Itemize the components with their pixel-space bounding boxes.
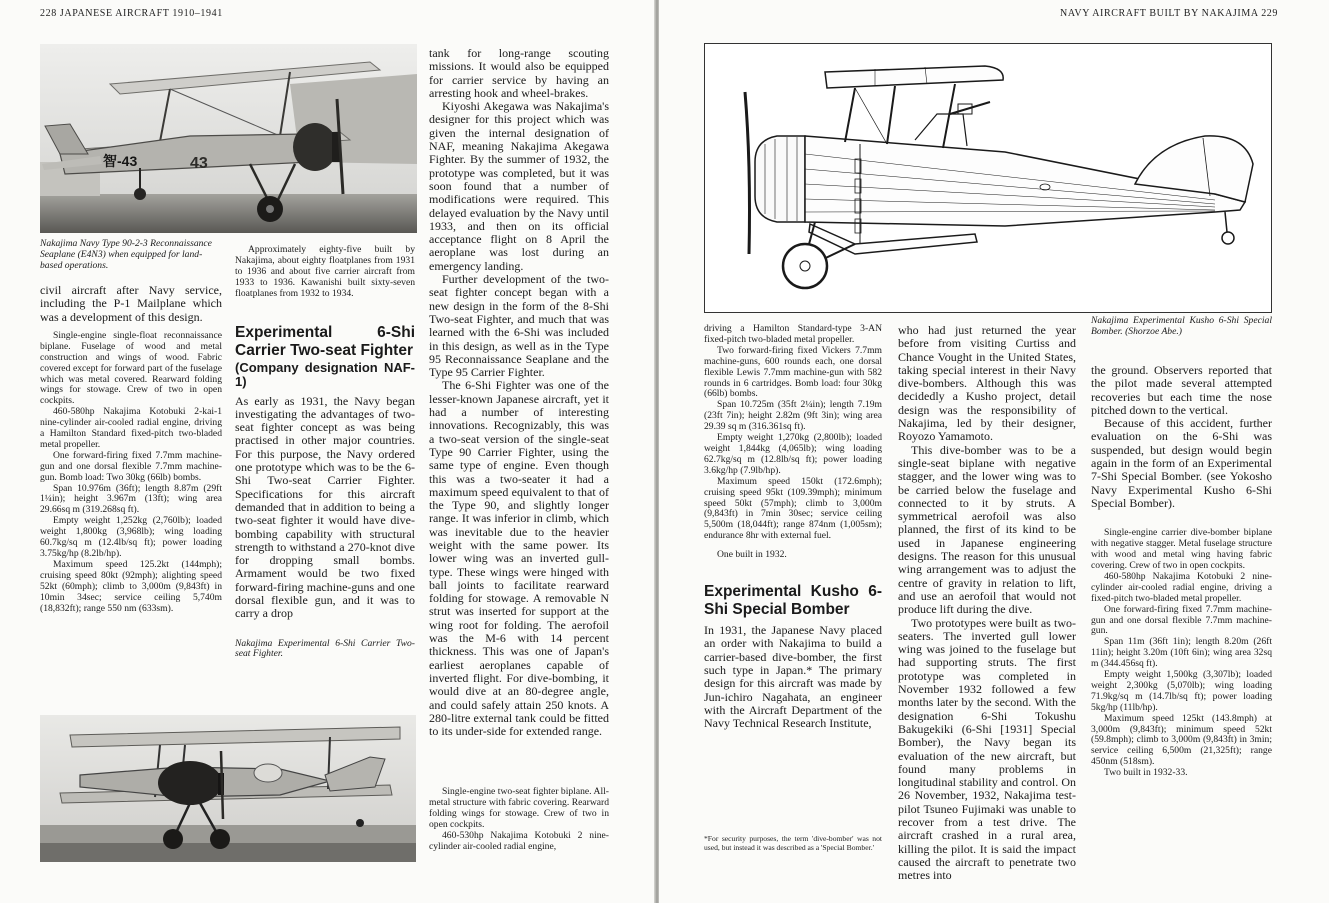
fuselage-marking: 智-43 <box>103 153 138 169</box>
right-column-3 <box>1091 364 1272 779</box>
body-paragraph: Two prototypes were built as two-seaters. The inverted gull lower wing was joined to the fuselage but had supporting struts. The first prototype was completed in November 1932 followed a few months later by the second. With the designation 6-Shi Tokushu Bakugekiki (6-Shi [1931] Special Bomber), the Navy began its evaluation of the new aircraft, but found many problems in longitudinal stability and control. On 26 November, 1932, Nakajima test-pilot Tsuneo Fujimaki was unable to recover from a test drive. The aircraft crashed in a rural area, killing the pilot. It is said the impact caused the aircraft to penetrate two metres into <box>898 615 1076 883</box>
spec-paragraph: One built in 1932. <box>717 549 787 561</box>
spec-paragraph: driving a Hamilton Standard-type 3-AN fixed-pitch two-bladed metal propeller. <box>704 323 882 345</box>
left-running-header: 228 JAPANESE AIRCRAFT 1910–1941 <box>40 8 223 19</box>
spec-paragraph: Empty weight 1,500kg (3,307lb); loaded weight 2,300kg (5,070lb); wing loading 71.9kg/sq m (14.7lb/sq ft); power loading 5kg/hp (11lb/hp). <box>1091 669 1272 713</box>
body-paragraph: Because of this accident, further evaluation on the 6-Shi was suspended, but design would begin again in the form of an Experimental 7-Shi Special Bomber. (see Yokosho Navy Experimental Kusho 6-Shi Special Bomber). <box>1091 416 1272 510</box>
aircraft-side-view-drawing <box>704 43 1272 313</box>
spec-paragraph: Two forward-firing fixed Vickers 7.7mm machine-guns, 600 rounds each, one dorsal flexible Lewis 7.7mm machine-gun with 582 rounds in 6 cartridges. Bomb load: four 30kg (66lb) bombs. <box>704 344 882 400</box>
spec-paragraph: Single-engine single-float reconnaissance biplane. Fuselage of wood and metal construction and wings of wood. Fabric covered except for forward part of the fuselage which was metal covered. Rearward folding wings for stowage. Crew of two in open cockpits. <box>40 329 222 407</box>
section-subheading: (Company designation NAF-1) <box>235 359 415 389</box>
spec-paragraph: Span 10.976m (36ft); length 8.87m (29ft 1¼in); height 3.967m (13ft); wing area 29.66sq m (319.268sq ft). <box>40 482 222 516</box>
body-paragraph: As early as 1931, the Navy began investigating the advantages of two-seat fighter concept as was being practised in other major countries. For this purpose, the Navy ordered one prototype which was to be the 6-Shi Two-seat Carrier Fighter. Specifications for this aircraft demanded that in addition to being a two-seat fighter it would have dive-bombing capability with structural strength to withstand a 270-knot dive for dropping small bombs. Armament would be two fixed forward-firing machine-guns and one dorsal flexible gun, and it was to carry a drop <box>235 393 415 621</box>
right-running-header: NAVY AIRCRAFT BUILT BY NAKAJIMA 229 <box>1060 8 1278 19</box>
spec-paragraph: Empty weight 1,252kg (2,760lb); loaded weight 1,800kg (3,968lb); wing loading 60.7kg/sq m (12.4lb/sq ft); power loading 3.75kg/hp (8.2lb/hp). <box>40 515 222 560</box>
spec-paragraph: One forward-firing fixed 7.7mm machine-gun and one dorsal flexible 7.7mm machine-gun. Bomb load: Two 30kg (66lb) bombs. <box>40 449 222 483</box>
body-paragraph: the ground. Observers reported that the pilot made several attempted recoveries but each time the nose pitched down to the vertical. <box>1091 363 1272 417</box>
left-column-3 <box>429 47 609 738</box>
spec-paragraph: Two built in 1932-33. <box>1104 767 1188 779</box>
body-paragraph: In 1931, the Japanese Navy placed an order with Nakajima to build a carrier-based dive-bomber, the first such type in Japan.* The primary design for this aircraft was made by Jun-ichiro Nagahata, an engineer with the Aircraft Department of the Navy Technical Research Institute, <box>704 623 882 731</box>
spec-paragraph: 460-530hp Nakajima Kotobuki 2 nine-cylinder air-cooled radial engine, <box>429 829 609 852</box>
body-paragraph: The 6-Shi Fighter was one of the lesser-known Japanese aircraft, yet it had a number of interesting innovations. Recognizably, this was a two-seat version of the single-seat Type 90 Carrier Fighter, using the same type of engine. Even though this was a two-seater it had a maximum speed equivalent to that of the Type 90, and slightly longer range. It was inferior in climb, which was inevitable due to the heavier weight with the same power. Its lower wing was an inverted gull-type. These wings were hinged with ball joints to facilitate rearward folding for stowage. A removable N strut was inserted for support at the wing root for folding. The aerofoil was the M-6 with 14 percent thickness. This was one of Japan's earliest aeroplanes capable of inverted flight. For dive-bombing, it would dive at an 80-degree angle, and could safely attain 250 knots. A 280-litre external tank could be fitted to its under-side for extended range. <box>429 378 609 739</box>
footnote: *For security purposes, the term 'dive-bomber' was not used, but instead it was described as a 'Special Bomber.' <box>704 834 882 852</box>
right-page <box>659 0 1329 903</box>
right-column-1 <box>704 324 882 730</box>
fuselage-number: 43 <box>190 155 208 172</box>
intro-paragraph: civil aircraft after Navy service, including the P-1 Mailplane which was a development of this design. <box>40 283 222 324</box>
body-paragraph: Further development of the two-seat fighter concept began with a new design in the form of the 8-Shi Two-seat Fighter, and much that was learned with the 6-Shi was included in this design, as well as in the Type 95 Reconnaissance Seaplane and the Type 95 Carrier Fighter. <box>429 272 609 380</box>
left-column-3-specs <box>429 787 609 852</box>
spec-paragraph: 460-580hp Nakajima Kotobuki 2 nine-cylinder air-cooled radial engine, driving a fixed-pitch two-bladed metal propeller. <box>1091 570 1272 604</box>
body-paragraph: This dive-bomber was to be a single-seat biplane with negative stagger, and the lower wing was to be carried below the fuselage and connected to it by struts. A symmetrical aerofoil was also planned, the first of its kind to be used in Japanese engineering designs. The reason for this unusual wing arrangement was to adjust the centre of gravity in relation to lift, and use an aerofoil that would not produce lift during the dive. <box>898 442 1076 617</box>
spec-paragraph: Single-engine carrier dive-bomber biplane with negative stagger. Metal fuselage structure with wood and metal wing having fabric covering. Crew of two in open cockpits. <box>1091 527 1272 571</box>
production-paragraph: Approximately eighty-five built by Nakajima, about eighty floatplanes from 1931 to 1936 and about five carrier aircraft from 1933 to 1936. Kawanishi built sixty-seven floatplanes from 1932 to 1934. <box>235 244 415 299</box>
photo1-caption: Nakajima Navy Type 90-2-3 Reconnaissance Seaplane (E4N3) when equipped for land-based operations. <box>40 238 212 271</box>
spec-paragraph: Maximum speed 150kt (172.6mph); cruising speed 95kt (109.39mph); minimum speed 50kt (57mph); climb to 3,000m (9,843ft) in 7min 30sec; service ceiling 5,500m (18,044ft); range 874nm (1,005sm); endurance 8hr with external fuel. <box>704 475 882 542</box>
spec-paragraph: Single-engine two-seat fighter biplane. All-metal structure with fabric covering. Rearward folding wings for stowage. Crew of two in open cockpits. <box>429 786 609 830</box>
section-heading: Experimental Kusho 6-Shi Special Bomber <box>704 583 882 619</box>
right-column-2 <box>898 324 1076 882</box>
section-heading: Experimental 6-Shi Carrier Two-seat Fighter <box>235 323 415 359</box>
left-page <box>0 0 656 903</box>
spec-paragraph: Maximum speed 125kt (143.8mph) at 3,000m (9,843ft); minimum speed 52kt (59.8mph); climb to 3,000m (9,843ft) in 3min; service ceiling 6,500m (21,325ft); range 450nm (518sm). <box>1091 712 1272 768</box>
photo-e4n3 <box>40 44 417 233</box>
left-column-1 <box>40 284 222 614</box>
spec-paragraph: Maximum speed 125.2kt (144mph); cruising speed 80kt (92mph); alighting speed 52kt (60mph); climb to 3,000m (9,843ft) in 10min 34sec; service ceiling 5,740m (18,832ft); range 550 nm (633sm). <box>40 558 222 614</box>
photo-6shi-fighter <box>40 715 416 862</box>
left-column-2 <box>235 245 415 660</box>
body-paragraph: tank for long-range scouting missions. It would also be equipped for carrier service by having an arresting hook and wheel-brakes. <box>429 46 609 100</box>
body-paragraph: Kiyoshi Akegawa was Nakajima's designer for this project which was given the internal designation of NAF, meaning Nakajima Akegawa Fighter. By the summer of 1932, the prototype was completed, but it was soon found that a number of modifications were required. This delayed evaluation by the Navy until 1933, and then on its official acceptance flight on 8 April the aeroplane was lost during an emergency landing. <box>429 99 609 273</box>
photo2-caption: Nakajima Experimental 6-Shi Carrier Two-seat Fighter. <box>235 637 415 660</box>
drawing-caption: Nakajima Experimental Kusho 6-Shi Special Bomber. (Shorzoe Abe.) <box>1091 315 1272 337</box>
spec-paragraph: Span 11m (36ft 1in); length 8.20m (26ft 11in); height 3.20m (10ft 6in); wing area 32sq m (344.456sq ft). <box>1091 636 1272 670</box>
spec-paragraph: One forward-firing fixed 7.7mm machine-gun and one dorsal flexible 7.7mm machine-gun. <box>1091 603 1272 637</box>
spec-paragraph: Empty weight 1,270kg (2,800lb); loaded weight 1,844kg (4,065lb); wing loading 62.7kg/sq m (12.8lb/sq ft); power loading 3.6kg/hp (7.9lb/hp). <box>704 432 882 476</box>
spec-paragraph: 460-580hp Nakajima Kotobuki 2-kai-1 nine-cylinder air-cooled radial engine, driving a Hamilton Standard fixed-pitch two-bladed metal propeller. <box>40 406 222 450</box>
body-paragraph: who had just returned the year before from visiting Curtiss and Chance Vought in the United States, taking special interest in their Navy dive-bombers. Although this was decidedly a Kusho project, detail design was the responsibility of Nakajima, led by their designer, Royozo Yamamoto. <box>898 323 1076 444</box>
spec-paragraph: Span 10.725m (35ft 2¼in); length 7.19m (23ft 7in); height 2.82m (9ft 3in); wing area 29.39 sq m (316.361sq ft). <box>704 399 882 433</box>
